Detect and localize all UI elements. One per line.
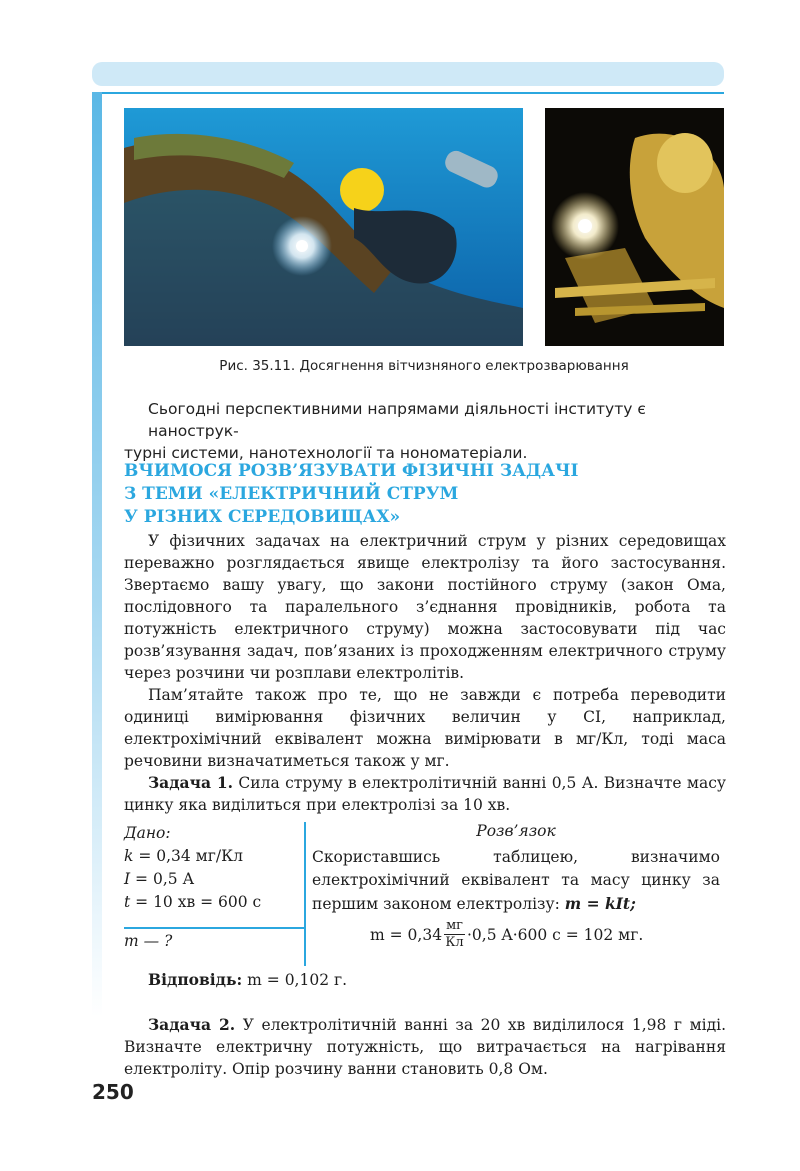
underwater-welding-photo	[124, 108, 523, 346]
task2	[124, 1014, 726, 1080]
given-separator	[124, 927, 306, 929]
intro-line-2: турні системи, нанотехнології та нономатеріали.	[124, 444, 528, 462]
task2-text: У електролітичній ванні за 20 хв виділилося 1,98 г міді. Визначте електричну потужність, що витрачається на нагрівання електроліту. Опір розчину ванни становить 0,8 Ом.	[124, 1016, 727, 1078]
heading-line-3: У РІЗНИХ СЕРЕДОВИЩАХ»	[124, 507, 401, 527]
find-quantity: m — ?	[124, 932, 173, 950]
task1-statement	[124, 772, 726, 816]
left-margin-bar	[92, 92, 102, 1017]
answer	[148, 970, 347, 989]
paragraph-2: Пам’ятайте також про те, що не завжди є потреба переводити одиниці вимірювання фізичних величин у СІ, наприклад, електрохімічний еквівалент можна вимірювати в мг/Кл, тоді маса речовини визначатиметься також у мг.	[124, 686, 726, 770]
header-rule	[102, 92, 724, 94]
intro-paragraph	[124, 398, 728, 464]
figure-caption: Рис. 35.11. Досягнення вітчизняного електрозварювання	[219, 358, 629, 374]
space-welding-photo	[545, 108, 724, 346]
given-line-k: k = 0,34 мг/Кл	[124, 847, 243, 865]
page-number: 250	[92, 1080, 134, 1104]
solution-title: Розв’язок	[476, 822, 556, 840]
section-heading	[124, 460, 684, 529]
formula-left: m = 0,34	[370, 925, 443, 944]
task1-label: Задача 1.	[148, 773, 234, 792]
solution-text: Скориставшись таблицею, визначимо електрохімічний еквівалент та масу цинку за першим законом електролізу: m = kIt;	[312, 848, 720, 913]
given-divider	[304, 822, 306, 966]
task2-label: Задача 2.	[148, 1015, 236, 1034]
given-title: Дано:	[124, 824, 171, 842]
given-block	[124, 822, 304, 914]
formula-right: ·0,5 A·600 с = 102 мг.	[467, 925, 644, 944]
unit-fraction	[444, 918, 465, 951]
solution-formula	[370, 918, 643, 951]
fraction-numerator: мг	[446, 918, 463, 933]
answer-text: m = 0,102 г.	[242, 971, 348, 989]
given-line-t: t = 10 хв = 600 с	[124, 893, 262, 911]
paragraph-1: У фізичних задачах на електричний струм у різних середовищах переважно розглядається явище електролізу та його застосування. Звертаємо вашу увагу, що закони постійного струму (закон Ома, послідовного та паралельного з’єднання провідників, робота та потужність електричного струму) можна застосовувати під час розв’язування задач, пов’язаних із проходженням електричного струму через розчини чи розплави електролітів.	[124, 532, 726, 682]
answer-label: Відповідь:	[148, 970, 243, 989]
intro-line-1: Сьогодні перспективними напрямами діяльності інституту є нанострук-	[148, 400, 646, 440]
given-line-i: I = 0,5 А	[124, 870, 195, 888]
body-text	[124, 530, 726, 816]
electrolysis-law: m = kIt;	[564, 894, 636, 913]
task1-text: Сила струму в електролітичній ванні 0,5 А. Визначте масу цинку яка виділиться при електролізі за 10 хв.	[124, 774, 727, 814]
fraction-denominator: Кл	[445, 935, 464, 950]
heading-line-2: З ТЕМИ «ЕЛЕКТРИЧНИЙ СТРУМ	[124, 484, 459, 504]
heading-line-1: ВЧИМОСЯ РОЗВ’ЯЗУВАТИ ФІЗИЧНІ ЗАДАЧІ	[124, 461, 579, 481]
top-decorative-bar	[92, 62, 724, 86]
